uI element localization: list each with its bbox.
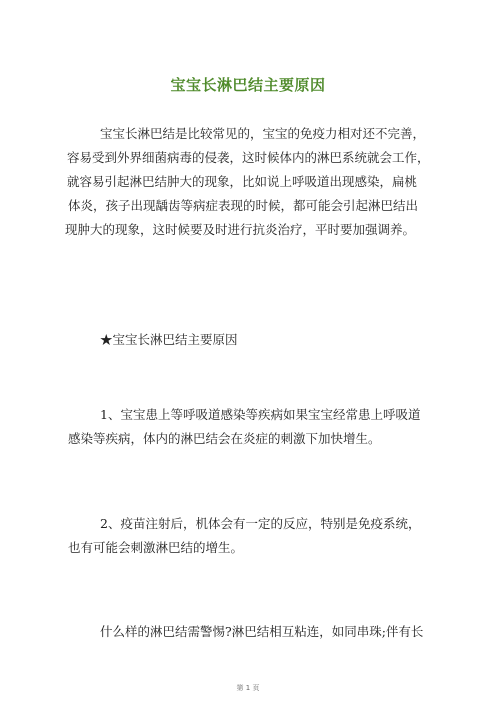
page-number: 第 1 页 (236, 684, 260, 692)
intro-line-2: 容易受到外界细菌病毒的侵袭，这时候体内的淋巴系统就会工作， (67, 150, 430, 165)
item1-line-1: 1、宝宝患上等呼吸道感染等疾病如果宝宝经常患上呼吸道 (100, 407, 421, 422)
reason-item-2 (68, 512, 432, 560)
intro-line-4: 体炎，孩子出现龋齿等病症表现的时候，都可能会引起淋巴结出 (68, 198, 419, 213)
document-title: 宝宝长淋巴结主要原因 (170, 76, 326, 94)
intro-line-1: 宝宝长淋巴结是比较常见的，宝宝的免疫力相对还不完善， (100, 126, 426, 141)
reason-item-1 (68, 403, 432, 451)
section-heading-text: ★宝宝长淋巴结主要原因 (100, 332, 238, 347)
intro-line-3: 就容易引起淋巴结肿大的现象，比如说上呼吸道出现感染，扁桃 (67, 174, 418, 189)
item2-line-2: 也有可能会刺激淋巴结的增生。 (68, 540, 244, 555)
closing-line: 什么样的淋巴结需警惕?淋巴结相互粘连，如同串珠;伴有长 (100, 624, 424, 639)
item2-line-1: 2、疫苗注射后，机体会有一定的反应，特别是免疫系统， (100, 516, 421, 531)
section-heading (100, 328, 440, 352)
intro-paragraph (65, 122, 432, 242)
intro-line-5: 现肿大的现象，这时候要及时进行抗炎治疗，平时要加强调养。 (65, 222, 416, 237)
item1-line-2: 感染等疾病，体内的淋巴结会在炎症的刺激下加快增生。 (68, 431, 381, 446)
closing-paragraph (92, 620, 432, 644)
